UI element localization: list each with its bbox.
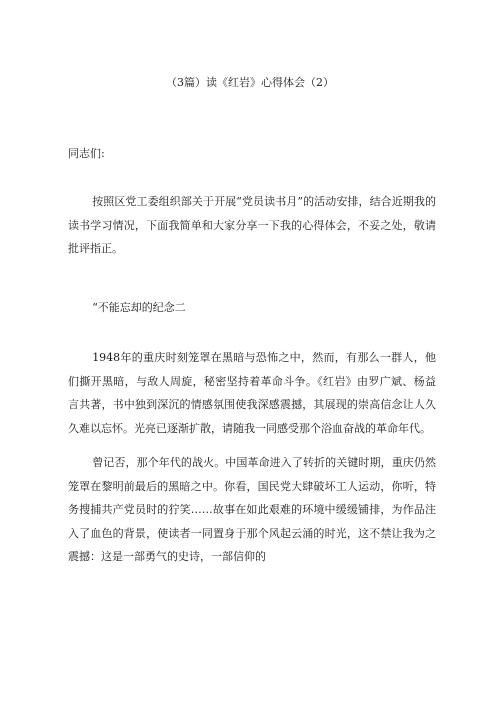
paragraph-intro: 按照区党工委组织部关于开展“党员读书月”的活动安排，结合近期我的读书学习情况，下面我简单和大家分享一下我的心得体会，不妥之处，敬请批评指正。 [68,195,436,255]
paragraph-war-era: 曾记否，那个年代的战火。中国革命进入了转折的关键时期，重庆仍然笼罩在黎明前最后的黑暗之中。你看，国民党大肆破坏工人运动，你听，特务搜捕共产党员时的狞笑……故事在如此艰难的环境中缓缓铺排，为作品注入了血色的背景，使读者一同置身于那个风起云涌的时光，这不禁让我为之震撼：这是一部勇气的史诗，一部信仰的 [68,456,436,563]
section-heading: “不能忘却的纪念二 [92,301,186,314]
paragraph-1948: 1948年的重庆时刻笼罩在黑暗与恐怖之中，然而，有那么一群人，他们撕开黑暗，与敌人周旋，秘密坚持着革命斗争。《红岩》由罗广斌、杨益言共著，书中独到深沉的情感氛围使我深感震撼，其展现的崇高信念让人久久难以忘怀。光亮已逐渐扩散，请随我一同感受那个浴血奋战的革命年代。 [68,351,436,435]
salutation: 同志们: [68,147,105,160]
document-title: （3篇）读《红岩》心得体会（2） [166,76,334,89]
